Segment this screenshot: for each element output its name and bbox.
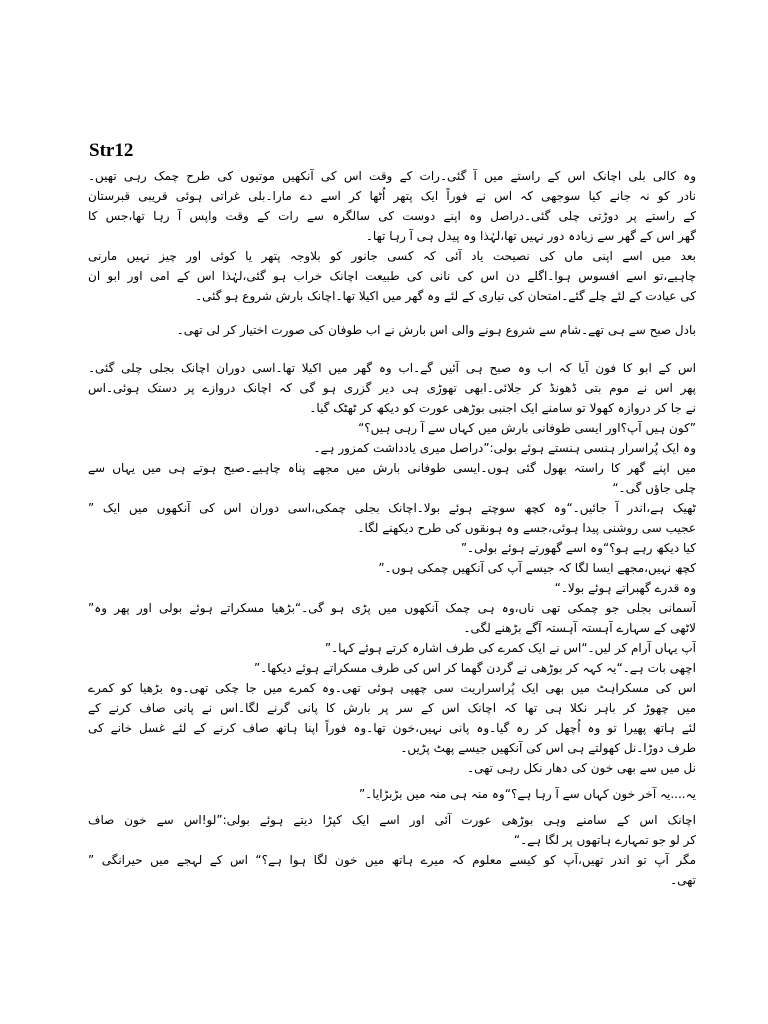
text-line: بادل صبح سے ہی تھے۔شام سے شروع ہونے والی اس بارش نے اب طوفان کی صورت اختیار کر لی تھی۔	[176, 323, 696, 337]
text-line: وہ کالی بلی اچانک اس کے راستے میں آ گئی۔رات کے وقت اس کی آنکھیں موتیوں کی طرح چمک رہی تھیں۔	[88, 169, 696, 183]
text-line: پھر اس نے موم بتی ڈھونڈ کر جلائی۔ابھی تھوڑی ہی دیر گزری ہو گی کہ اچانک دروازے پر دستک ہوئی۔اس	[88, 381, 696, 395]
text-line: آسمانی بجلی جو چمکی تھی ناں،وہ ہی چمک آنکھوں میں پڑی ہو گی۔“بڑھیا مسکراتے ہوئے بولی اور پھر وہ”	[88, 601, 696, 615]
text-line: میں چھوڑ کر باہر نکلا ہی تھا کہ اچانک اس کے سر پر بارش کا پانی گرنے لگا۔اس نے پانی صاف کرنے کے	[88, 701, 696, 715]
text-line: وہ ایک پُراسرار ہنسی ہنستے ہوئے بولی:”دراصل میری یادداشت کمزور ہے۔	[313, 441, 696, 455]
text-line: وہ قدرے گھبراتے ہوئے بولا۔“	[554, 581, 696, 595]
text-line: ”کون ہیں آپ؟اور ایسی طوفانی بارش میں کہاں سے آ رہی ہیں؟“	[358, 421, 696, 435]
text-line: کی عیادت کے لئے چلے گئے۔امتحان کی تیاری کے لئے وہ گھر میں اکیلا تھا۔اچانک بارش شروع ہو گئی۔	[195, 289, 696, 303]
story-body	[88, 166, 696, 890]
text-line: کیا دیکھ رہے ہو؟“وہ اسے گھورتے ہوئے بولی۔”	[460, 541, 696, 555]
text-line: عجیب سی روشنی پیدا ہوئی،جسے وہ ہونقوں کی طرح دیکھنے لگا۔	[357, 521, 696, 535]
text-line: کر لو جو تمہارے ہاتھوں پر لگا ہے۔“	[513, 833, 696, 847]
text-line: لئے ہاتھ پھیرا تو وہ اُچھل کر رہ گیا۔وہ پانی نہیں،خون تھا۔وہ فوراً اپنا ہاتھ صاف کرنے کے لئے غسل خانے کی	[88, 721, 696, 735]
text-line: کے راستے پر دوڑتی چلی گئی۔دراصل وہ اپنے دوست کی سالگرہ سے رات کے وقت واپس آ رہا تھا،جس کا	[88, 209, 696, 223]
text-line: یہ....یہ آخر خون کہاں سے آ رہا ہے؟“وہ منہ ہی منہ میں بڑبڑایا۔”	[358, 787, 696, 801]
text-line: اس کی مسکراہٹ میں بھی ایک پُراسراریت سی چھپی ہوئی تھی۔وہ کمرے میں جا چکی تھی۔وہ بڑھیا کو کمرے	[88, 681, 696, 695]
text-line: اچانک اس کے سامنے وہی بوڑھی عورت آئی اور اسے ایک کپڑا دیتے ہوئے بولی:”لو!اس سے خون صاف	[88, 813, 696, 827]
text-line: نادر کو نہ جانے کیا سوجھی کہ اس نے فوراً ایک پتھر اُٹھا کر اسے دے مارا۔بلی غراتی ہوئی قریبی قبرستان	[88, 189, 696, 203]
text-line: طرف دوڑا۔نل کھولتے ہی اس کی آنکھیں جیسے پھٹ پڑیں۔	[400, 741, 696, 755]
text-line: گھر اس کے گھر سے زیادہ دور نہیں تھا،لہٰذا وہ پیدل ہی آ رہا تھا۔	[365, 229, 696, 243]
text-line: نے جا کر دروازہ کھولا تو سامنے ایک اجنبی بوڑھی عورت کو دیکھ کر ٹھٹک گیا۔	[309, 401, 696, 415]
text-line: تھی۔	[670, 873, 696, 887]
text-line: کچھ نہیں،مجھے ایسا لگا کہ جیسے آپ کی آنکھیں چمکی ہوں۔”	[378, 561, 696, 575]
text-line: نل میں سے بھی خون کی دھار نکل رہی تھی۔	[467, 761, 696, 775]
text-line: بعد میں اسے اپنی ماں کی نصیحت یاد آئی کہ کسی جانور کو بلاوجہ پتھر یا کوئی اور چیز نہیں مارنی	[88, 249, 696, 263]
text-line: اس کے ابو کا فون آیا کہ اب وہ صبح ہی آئیں گے۔اب وہ گھر میں اکیلا تھا۔اسی دوران اچانک بجلی چلی گئی۔	[88, 361, 696, 375]
text-line: مگر آپ تو اندر تھیں،آپ کو کیسے معلوم کہ میرے ہاتھ میں خون لگا ہوا ہے؟“ اس کے لہجے میں حیرانگی ”	[88, 853, 696, 867]
text-line: لاٹھی کے سہارے آہستہ آہستہ آگے بڑھنے لگی۔	[463, 621, 696, 635]
text-line: ٹھیک ہے،اندر آ جائیں۔“وہ کچھ سوچتے ہوئے بولا۔اچانک بجلی چمکی،اسی دوران اس کی آنکھوں میں ایک ”	[88, 501, 696, 515]
text-line: اچھی بات ہے۔“یہ کہہ کر بوڑھی نے گردن گھما کر اس کی طرف مسکراتے ہوئے دیکھا۔”	[253, 661, 696, 675]
text-line: چلی جاؤں گی۔“	[612, 481, 696, 495]
text-line: آپ یہاں آرام کر لیں۔“اس نے ایک کمرے کی طرف اشارہ کرتے ہوئے کہا۔”	[324, 641, 696, 655]
document-title: Str12	[89, 140, 134, 161]
text-line: چاہیے،تو اسے افسوس ہوا۔اگلے دن اس کی نانی کی طبیعت اچانک خراب ہو گئی،لہٰذا اس کے امی اور ابو ان	[88, 269, 696, 283]
text-line: میں اپنے گھر کا راستہ بھول گئی ہوں۔ایسی طوفانی بارش میں مجھے پناہ چاہیے۔صبح ہوتے ہی میں یہاں سے	[88, 461, 696, 475]
